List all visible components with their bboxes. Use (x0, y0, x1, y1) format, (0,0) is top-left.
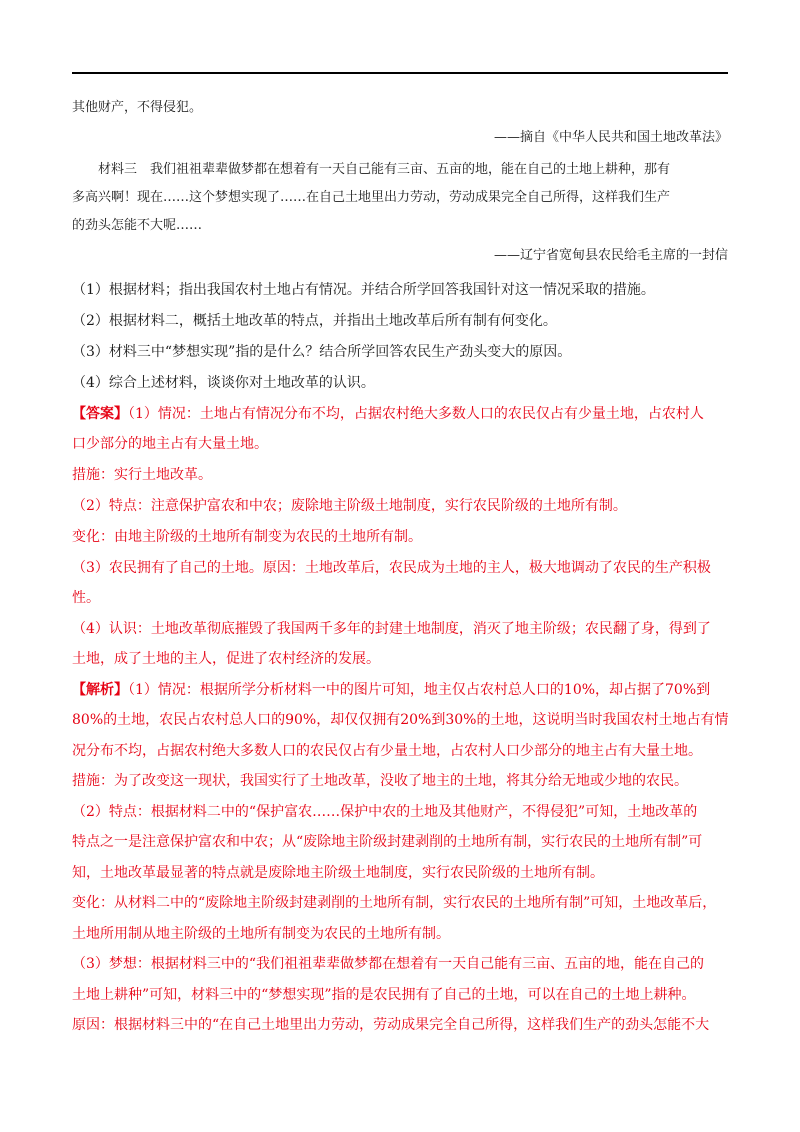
answer-line: 性。 (72, 590, 100, 606)
material-three-line: 的劲头怎能不大呢…… (72, 218, 203, 233)
answer-line: （4）认识：土地改革彻底摧毁了我国两千多年的封建土地制度，消灭了地主阶级；农民翻了身，得到了 (72, 621, 711, 637)
answer-line: （2）特点：注意保护富农和中农；废除地主阶级土地制度，实行农民阶级的土地所有制。 (72, 498, 627, 514)
analysis-line: （3）梦想：根据材料三中的“我们祖祖辈辈做梦都在想着有一天自己能有三亩、五亩的地，能在自己的 (72, 956, 705, 972)
answer-line: 措施：实行土地改革。 (72, 467, 212, 483)
answer-line: （3）农民拥有了自己的土地。原因：土地改革后，农民成为土地的主人，极大地调动了农民的生产积极 (72, 560, 711, 576)
source-citation: ——辽宁省宽甸县农民给毛主席的一封信 (493, 248, 728, 263)
analysis-line: 土地上耕种”可知，材料三中的“梦想实现”指的是农民拥有了自己的土地，可以在自己的土地上耕种。 (72, 987, 696, 1003)
material-three-line: 材料三 我们祖祖辈辈做梦都在想着有一天自己能有三亩、五亩的地，能在自己的土地上耕种，那有 (72, 162, 671, 177)
material-three-line: 多高兴啊！现在……这个梦想实现了……在自己土地里出力劳动，劳动成果完全自己所得，这样我们生产 (72, 190, 671, 205)
analysis-line: 变化：从材料二中的“废除地主阶级封建剥削的土地所有制，实行农民的土地所有制”可知，土地改革后， (72, 895, 717, 911)
analysis-line: 况分布不均，占据农村绝大多数人口的农民仅占有少量土地，占农村人口少部分的地主占有大量土地。 (72, 743, 702, 759)
answer-line: 土地，成了土地的主人，促进了农村经济的发展。 (72, 651, 380, 667)
analysis-text: （1）情况：根据所学分析材料一中的图片可知，地主仅占农村总人口的10%，却占据了70%到 (128, 682, 711, 698)
analysis-tag: 【解析】 (72, 682, 128, 698)
answer-line (72, 404, 728, 424)
question-1: （1）根据材料；指出我国农村土地占有情况。并结合所学回答我国针对这一情况采取的措施。 (72, 282, 655, 298)
analysis-line: 原因：根据材料三中的“在自己土地里出力劳动，劳动成果完全自己所得，这样我们生产的劲头怎能不大 (72, 1017, 710, 1033)
question-4: （4）综合上述材料，谈谈你对土地改革的认识。 (72, 375, 375, 391)
answer-line: 变化：由地主阶级的土地所有制变为农民的土地所有制。 (72, 529, 422, 545)
question-2: （2）根据材料二，概括土地改革的特点，并指出土地改革后所有制有何变化。 (72, 313, 557, 329)
analysis-line: 80%的土地，农民占农村总人口的90%，却仅仅拥有20%到30%的土地，这说明当时我国农村土地占有情 (72, 712, 729, 728)
analysis-line: （2）特点：根据材料二中的“保护富农……保护中农的土地及其他财产，不得侵犯”可知，土地改革的 (72, 804, 698, 820)
answer-line: 口少部分的地主占有大量土地。 (72, 436, 268, 452)
question-3: （3）材料三中“梦想实现”指的是什么？结合所学回答农民生产劲头变大的原因。 (72, 344, 572, 360)
analysis-line: 特点之一是注意保护富农和中农；从“废除地主阶级封建剥削的土地所有制，实行农民的土地所有制”可 (72, 834, 703, 850)
analysis-line: 措施：为了改变这一现状，我国实行了土地改革，没收了地主的土地，将其分给无地或少地的农民。 (72, 773, 688, 789)
analysis-line: 土地所用制从地主阶级的土地所有制变为农民的土地所有制。 (72, 926, 450, 942)
answer-text: （1）情况：土地占有情况分布不均，占据农村绝大多数人口的农民仅占有少量土地，占农村人 (128, 406, 704, 422)
answer-tag: 【答案】 (72, 406, 128, 422)
material-line: 其他财产，不得侵犯。 (72, 100, 203, 115)
analysis-line: 知，土地改革最显著的特点就是废除地主阶级土地制度，实行农民阶级的土地所有制。 (72, 865, 604, 881)
source-citation: ——摘自《中华人民共和国土地改革法》 (493, 130, 728, 145)
header-rule (72, 72, 728, 74)
analysis-line (72, 680, 728, 700)
